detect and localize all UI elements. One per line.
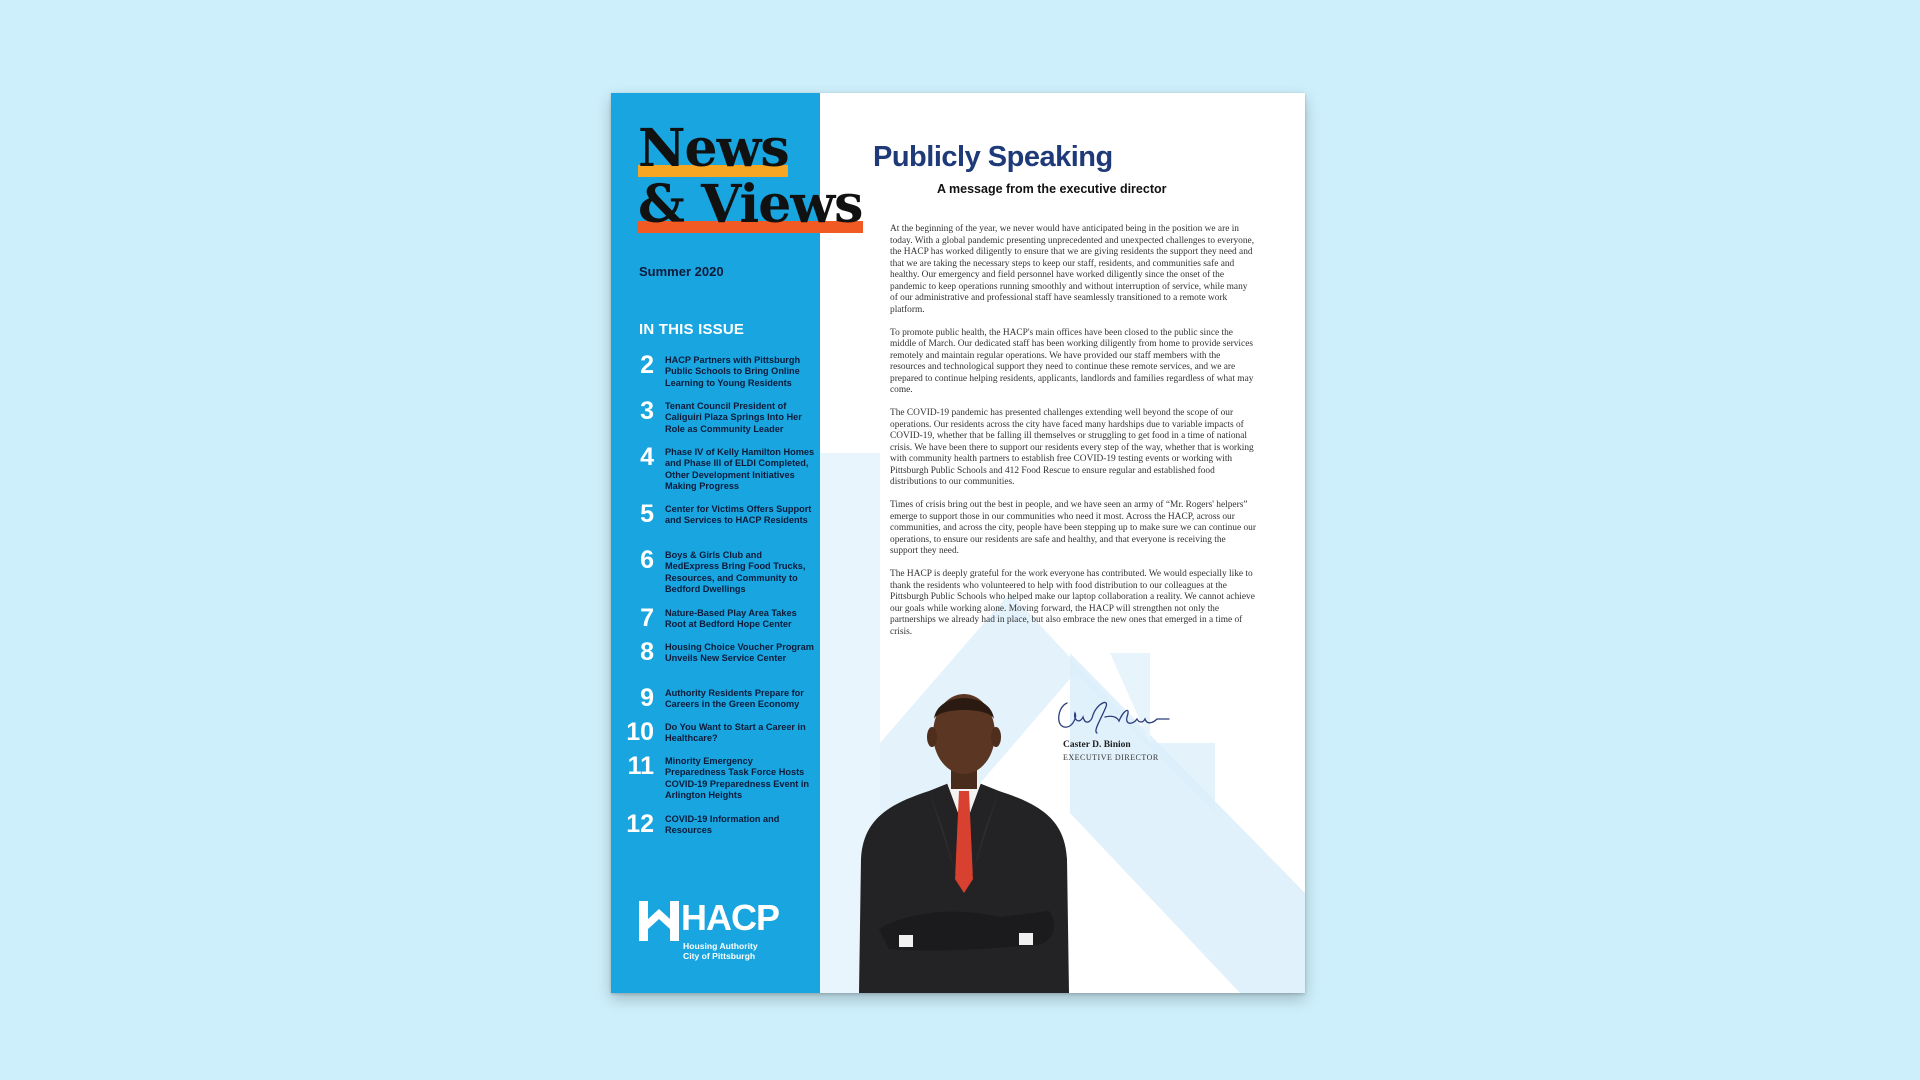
newsletter-cover (611, 93, 1305, 993)
toc-item-title: Housing Choice Voucher Program Unveils New Service Center (665, 642, 814, 664)
toc-item-title: Do You Want to Start a Career in Healthcare? (665, 722, 806, 744)
logo-subtitle (683, 941, 758, 961)
toc-page-number: 10 (626, 718, 654, 746)
sidebar (611, 93, 863, 993)
toc-page-number: 12 (626, 810, 654, 838)
article-paragraph: Times of crisis bring out the best in people, and we have seen an army of “Mr. Rogers' helpers” emerge to support those in our communities who need it most. Across the HACP, across our communities, and across the city, people have been stepping up to make sure we can continue our operations, to ensure our residents are safe and healthy, and that everyone is receiving the support they need. (890, 500, 1256, 556)
logo-wordmark: HACP (681, 897, 780, 938)
article-title: Publicly Speaking (873, 141, 1113, 173)
toc-item-title: Authority Residents Prepare for Careers in the Green Economy (665, 688, 804, 710)
toc-page-number: 11 (627, 752, 654, 780)
article-subtitle: A message from the executive director (937, 182, 1167, 196)
in-this-issue-heading: IN THIS ISSUE (639, 321, 745, 338)
article-body (890, 224, 1256, 650)
toc-item-title: Center for Victims Offers Support and Services to HACP Residents (665, 504, 812, 526)
toc-item-title: Minority Emergency Preparedness Task Force Hosts COVID-19 Preparedness Event in Arlington Heights (665, 756, 809, 800)
toc-item-title: Nature-Based Play Area Takes Root at Bedford Hope Center (665, 608, 797, 630)
logo-subtitle-line2: City of Pittsburgh (683, 951, 756, 961)
toc-page-number: 9 (640, 684, 654, 712)
article-paragraph: The COVID-19 pandemic has presented challenges extending well beyond the scope of our operations. Our residents across the city have faced many hardships due to variable impacts of COVID-19, whether that be falling ill themselves or struggling to get food in a time of national crisis. We have been there to support our residents every step of the way, whether that is working with community health partners to establish free COVID-19 testing events or working with Pittsburgh Public Schools and 412 Food Rescue to ensure regular and established food distributions to our communities. (890, 408, 1254, 487)
signer-title: EXECUTIVE DIRECTOR (1063, 753, 1159, 762)
article-paragraph: At the beginning of the year, we never would have anticipated being in the position we are in today. With a global pandemic presenting unprecedented and unexpected challenges to everyone, the HACP has worked diligently to ensure that we are giving residents the support they need and that we are taking the necessary steps to keep our staff, residents, and communities safe and healthy. Our emergency and field personnel have worked diligently since the onset of the pandemic to keep operations running smoothly and without interruption of service, while many of our administrative and professional staff have seamlessly transitioned to a remote work platform. (890, 224, 1255, 315)
toc-page-number: 3 (640, 397, 654, 425)
article-paragraph: To promote public health, the HACP's main offices have been closed to the public since the middle of March. Our dedicated staff has been working diligently from home to provide services remotely and maintain regular operations. We have provided our staff members with the resources and technological support they need to continue these remote services, and we are prepared to continue helping residents, applicants, landlords and families regardless of what may come. (890, 327, 1254, 395)
executive-director-portrait (839, 679, 1089, 993)
toc-page-number: 7 (640, 604, 654, 632)
article-paragraph: The HACP is deeply grateful for the work everyone has contributed. We would especially like to thank the residents who volunteered to help with food distribution to our colleagues at the Pittsburgh Public Schools who helped make our laptop collaboration a reality. We cannot achieve our goals while working alone. Moving forward, the HACP will strengthen not only the partnerships we already had in place, but also embrace the new ones that emerged in a time of crisis. (890, 569, 1255, 637)
toc-item-title: Phase IV of Kelly Hamilton Homes and Phase III of ELDI Completed, Other Development Initiatives Making Progress (665, 447, 815, 491)
masthead-line2: & Views (638, 174, 863, 235)
toc-item-title: HACP Partners with Pittsburgh Public Schools to Bring Online Learning to Young Residents (665, 355, 801, 388)
toc-item-title: Tenant Council President of Caliguiri Plaza Springs Into Her Role as Community Leader (665, 401, 802, 434)
toc-page-number: 5 (640, 500, 654, 528)
toc-item-title: COVID-19 Information and Resources (665, 814, 780, 836)
toc-page-number: 2 (640, 351, 654, 379)
issue-season: Summer 2020 (639, 264, 724, 279)
logo-subtitle-line1: Housing Authority (683, 941, 758, 951)
signer-name: Caster D. Binion (1063, 740, 1131, 750)
masthead-line1: News (638, 118, 789, 179)
toc-item-title: Boys & Girls Club and MedExpress Bring Food Trucks, Resources, and Community to Bedford Dwellings (665, 550, 806, 594)
house-logo-icon (639, 901, 679, 941)
toc-page-number: 6 (640, 546, 654, 574)
toc-page-number: 8 (640, 638, 654, 666)
toc-page-number: 4 (640, 443, 654, 471)
